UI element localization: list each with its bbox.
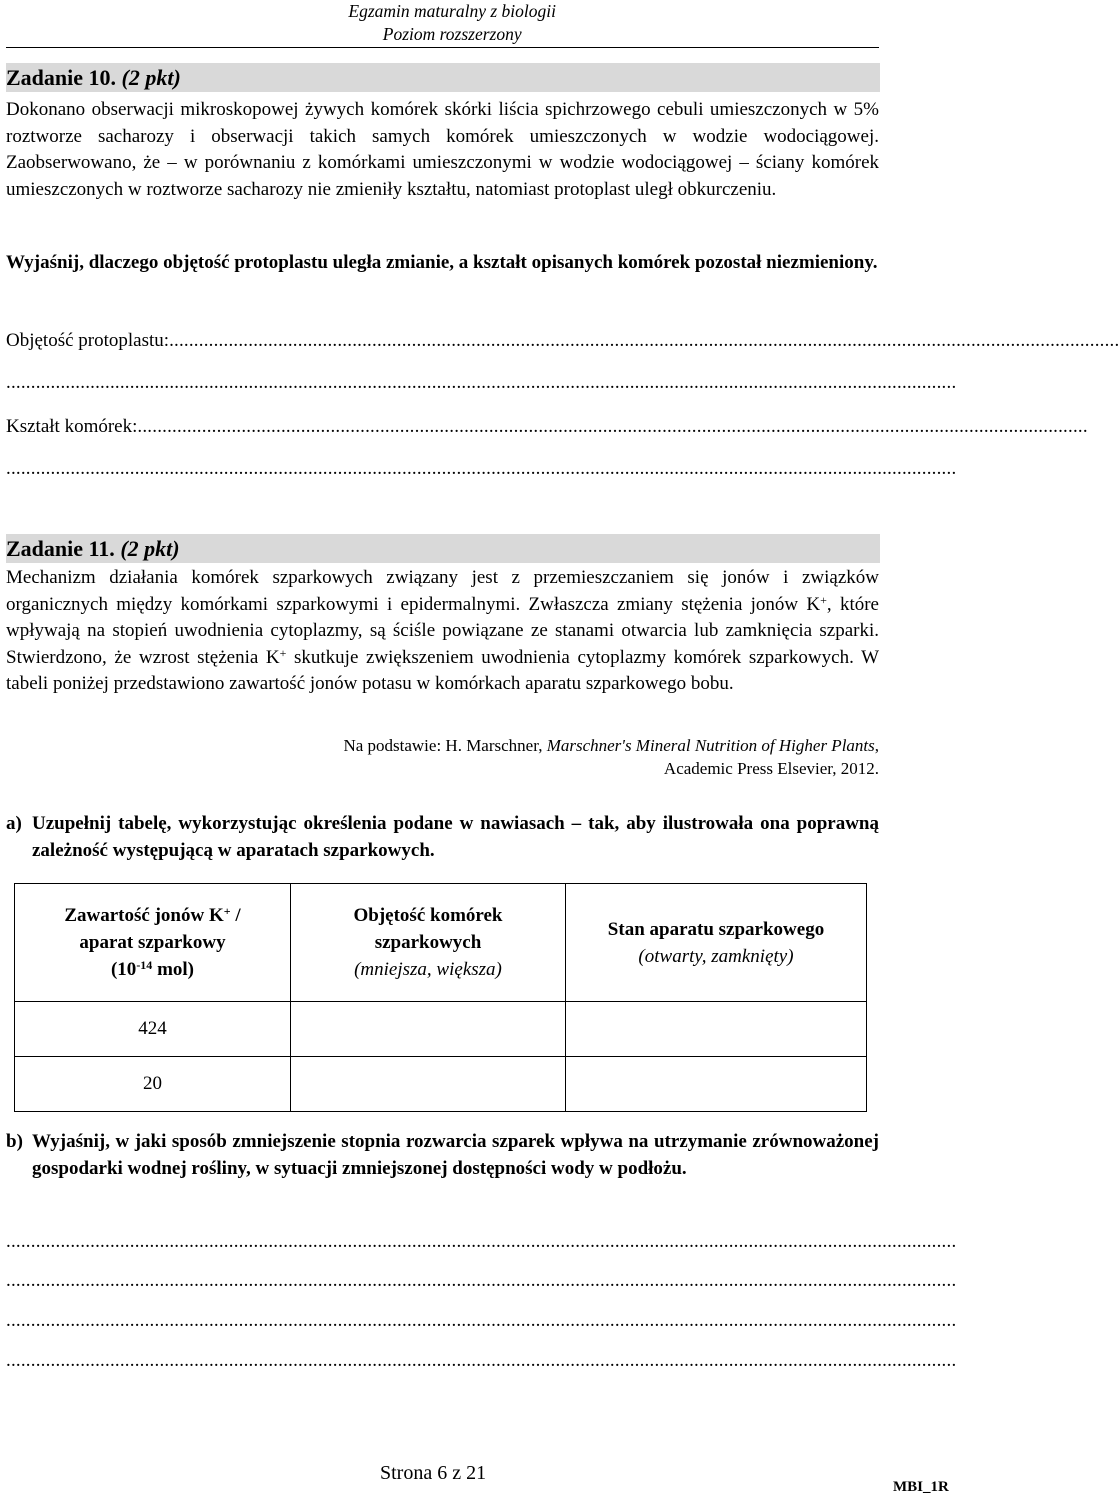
answer-line-b-4[interactable] — [6, 1348, 957, 1375]
header-divider — [6, 47, 879, 48]
answer-line-b-3[interactable] — [6, 1308, 957, 1335]
task-11-intro — [6, 565, 879, 698]
header-text: mol) — [152, 959, 194, 980]
exam-header — [348, 0, 556, 45]
header-text: szparkowych — [374, 932, 482, 953]
part-a-text: Uzupełnij tabelę, wykorzystując określenia podane w nawiasach – tak, aby ilustrowała ona poprawną zależność występującą w aparatach szparkowych. — [32, 813, 879, 861]
volume-answer-cell[interactable] — [291, 1057, 566, 1112]
k-value-cell: 424 — [15, 1002, 291, 1057]
task-11-heading — [6, 534, 880, 563]
source-prefix: Na podstawie: H. Marschner, — [343, 736, 547, 755]
header-text: aparat szparkowy — [79, 932, 226, 953]
intro-text-3: skutkuje zwiększeniem uwodnienia cytoplazmy komórek szparkowych. W tabeli poniżej przedstawiono zawartość jonów potasu w komórkach aparatu szparkowego bobu. — [6, 646, 880, 694]
task-11-points: (2 pkt) — [120, 536, 180, 561]
exam-level: Poziom rozszerzony — [382, 23, 522, 44]
table-row — [15, 1002, 867, 1057]
state-answer-cell[interactable] — [566, 1002, 867, 1057]
state-answer-cell[interactable] — [566, 1057, 867, 1112]
table-header-row — [15, 884, 867, 1002]
table-row — [15, 1057, 867, 1112]
answer-dots: ................................................................................................................................................................................................ — [6, 372, 957, 393]
answer-dots: ................................................................................................................................................................................................ — [169, 330, 1119, 351]
header-options: (mniejsza, większa) — [354, 959, 502, 980]
task-10-question: Wyjaśnij, dlaczego objętość protoplastu uległa zmianie, a kształt opisanych komórek pozostał niezmieniony. — [6, 252, 878, 273]
superscript-exponent: -14 — [136, 958, 153, 972]
part-a-label: a) — [6, 813, 22, 834]
answer-dots: ................................................................................................................................................................................................ — [6, 1270, 957, 1291]
header-text: (10 — [110, 959, 137, 980]
task-10-points: (2 pkt) — [121, 65, 181, 90]
task-10-title: Zadanie 10. — [6, 65, 117, 90]
source-title: Marschner's Mineral Nutrition of Higher Plants — [546, 736, 875, 755]
answer-dots: ................................................................................................................................................................................................ — [6, 1231, 957, 1252]
intro-text-2: , które wpływają na stopień uwodnienia cytoplazmy, są ściśle powiązane ze stanami otwarcia lub zamknięcia szparki. Stwierdzono, że wzrost stężenia K — [6, 593, 879, 668]
header-text: Stan aparatu szparkowego — [607, 918, 825, 940]
answer-line-shape-2[interactable] — [6, 456, 957, 483]
exam-code: MBI_1R — [893, 1479, 949, 1495]
answer-line-protoplast-2[interactable] — [6, 370, 957, 397]
answer-dots: ................................................................................................................................................................................................ — [6, 458, 957, 479]
answer-line-protoplast[interactable] — [6, 328, 1119, 355]
header-options: (otwarty, zamknięty) — [638, 945, 794, 967]
superscript-plus: + — [223, 904, 231, 918]
header-text: / — [230, 905, 241, 926]
answer-line-b-1[interactable] — [6, 1229, 957, 1256]
header-cell-volume — [291, 884, 566, 1002]
header-text: Objętość komórek — [353, 905, 503, 926]
answer-line-shape[interactable] — [6, 414, 1088, 441]
task-10-intro: Dokonano obserwacji mikroskopowej żywych komórek skórki liścia spichrzowego cebuli umieszczonych w 5% roztworze sacharozy i obserwacji takich samych komórek umieszczonych w wodzie wodociągowej. Zaobserwowano, że – w porównaniu z komórkami umieszczonymi w wodzie wodociągowej – ściany komórek umieszczonych w roztworze sacharozy nie zmieniły kształtu, natomiast protoplast uległ obkurczeniu. — [6, 99, 879, 200]
task-10-heading — [6, 63, 880, 92]
header-text: Zawartość jonów K — [64, 905, 224, 926]
potassium-table — [14, 883, 867, 1112]
answer-dots: ................................................................................................................................................................................................ — [137, 416, 1088, 437]
header-k-content — [15, 884, 291, 1002]
answer-label-shape: Kształt komórek: — [6, 416, 138, 437]
answer-line-b-2[interactable] — [6, 1268, 957, 1295]
part-a — [6, 811, 879, 864]
page-number: Strona 6 z 21 — [380, 1462, 487, 1484]
exam-title: Egzamin maturalny z biologii — [348, 1, 556, 21]
header-cell-state — [566, 884, 867, 1002]
source-citation — [343, 734, 879, 780]
source-suffix: , — [874, 736, 879, 755]
volume-answer-cell[interactable] — [291, 1002, 566, 1057]
superscript-plus: + — [820, 592, 827, 607]
part-b-label: b) — [6, 1131, 23, 1152]
part-b — [6, 1129, 879, 1182]
k-value-cell: 20 — [15, 1057, 291, 1112]
superscript-plus: + — [279, 645, 287, 660]
answer-label-protoplast: Objętość protoplastu: — [6, 330, 170, 351]
intro-text-1: Mechanizm działania komórek szparkowych związany jest z przemieszczaniem się jonów i związków organicznych między komórkami szparkowymi i epidermalnymi. Zwłaszcza zmiany stężenia jonów K — [6, 567, 879, 615]
source-publisher: Academic Press Elsevier, 2012. — [663, 759, 879, 778]
part-b-text: Wyjaśnij, w jaki sposób zmniejszenie stopnia rozwarcia szparek wpływa na utrzymanie zrównoważonej gospodarki wodnej rośliny, w sytuacji zmniejszonej dostępności wody w podłożu. — [32, 1131, 879, 1179]
answer-dots: ................................................................................................................................................................................................ — [6, 1310, 957, 1331]
answer-dots: ................................................................................................................................................................................................ — [6, 1350, 957, 1371]
task-11-title: Zadanie 11. — [6, 536, 115, 561]
